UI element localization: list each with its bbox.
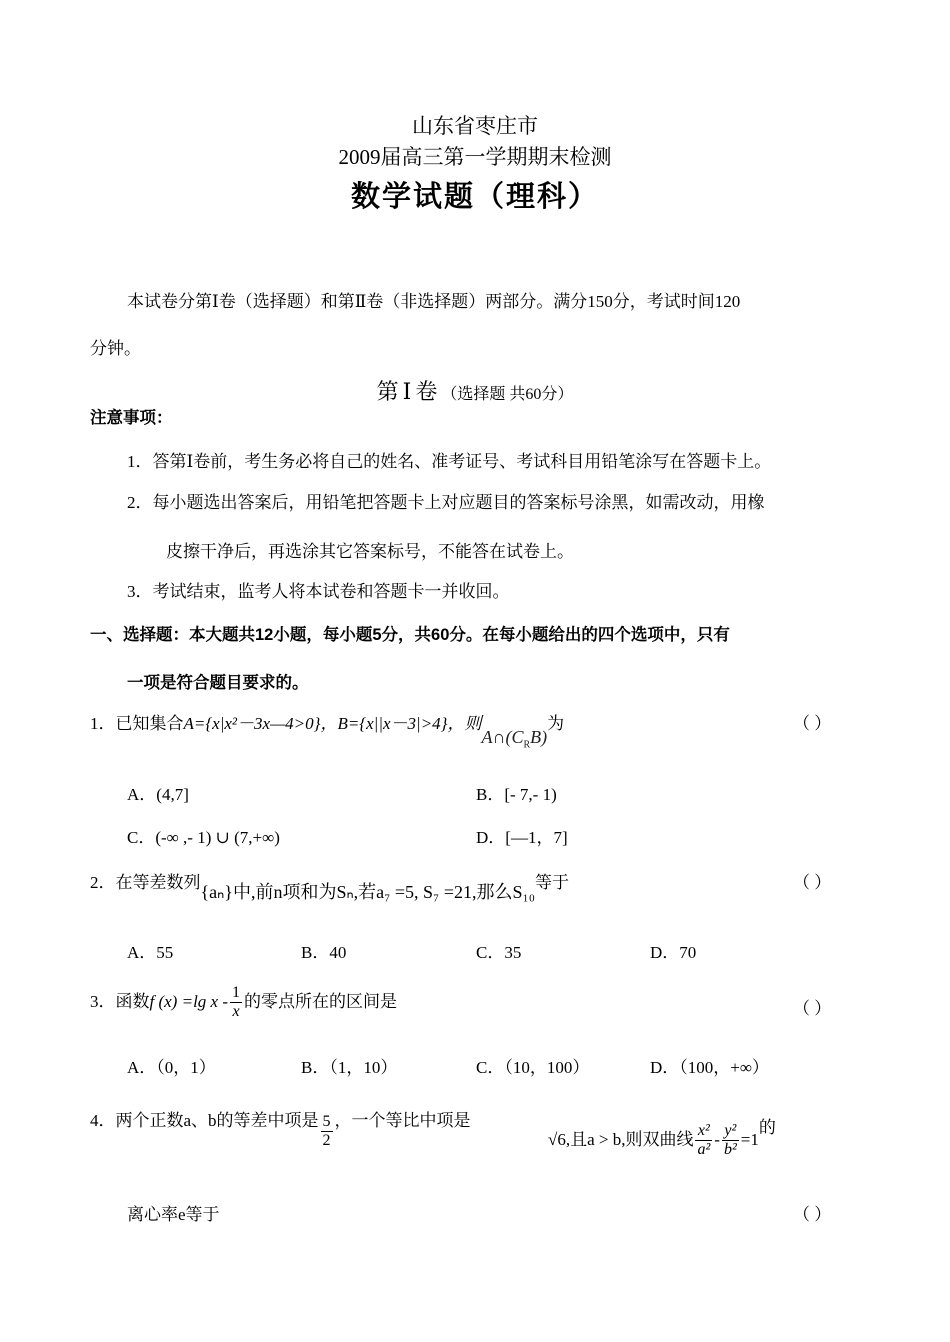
q3-option-b: B．（1，10） — [301, 1058, 398, 1077]
q4-answer-paren: （ ） — [793, 1205, 832, 1224]
q3-prefix: 3．函数 — [90, 991, 150, 1011]
part1-heading: 第Ⅰ卷 — [376, 379, 442, 404]
q2-option-b: B．40 — [301, 943, 347, 962]
q4-mid: ，一个等比中项是 — [334, 1110, 471, 1130]
q4-frac-num: 5 — [321, 1113, 333, 1132]
q4-minus: - — [714, 1129, 720, 1149]
q1-answer-paren: （ ） — [793, 714, 832, 733]
question-4-math — [548, 1110, 776, 1159]
question-1-stem — [90, 709, 565, 751]
page-title: 数学试题（理科） — [350, 181, 599, 213]
intro-line2: 分钟。 — [90, 339, 141, 358]
intro-line1: 本试卷分第Ⅰ卷（选择题）和第Ⅱ卷（非选择题）两部分。满分150分，考试时间120 — [127, 292, 741, 311]
q4-frac2-num: x² — [695, 1122, 712, 1141]
question-4-stem — [90, 1103, 471, 1150]
notice-item-3: 3．考试结束，监考人将本试卷和答题卡一并收回。 — [127, 582, 510, 601]
q2-math: {aₙ}中,前n项和为Sₙ,若a₇ =5, S₇ =21,那么S₁₀ — [200, 882, 536, 902]
notice-item-2: 2．每小题选出答案后，用铅笔把答题卡上对应题目的答案标号涂黑，如需改动，用橡 — [127, 493, 765, 512]
q1-sets: A={x|x²－3x—4>0}，B={x||x－3|>4}，则 — [183, 714, 482, 733]
q3-option-d: D．（100，+∞） — [650, 1058, 769, 1077]
q4-frac-y — [722, 1122, 739, 1160]
q4-math: √6,且a > b,则双曲线 — [548, 1129, 694, 1149]
q4-prefix: 4．两个正数a、b的等差中项是 — [90, 1110, 319, 1130]
notice-title: 注意事项： — [90, 409, 173, 427]
q4-frac2-den: a² — [697, 1141, 711, 1159]
q3-frac-num: 1 — [230, 984, 242, 1003]
part1-heading-row — [0, 375, 950, 406]
q1-prefix: 1．已知集合 — [90, 714, 184, 733]
q1-expr-end: B) — [530, 727, 548, 747]
question-3-stem — [90, 984, 397, 1022]
q1-option-c: C．(-∞ ,- 1) ∪ (7,+∞) — [127, 828, 280, 847]
q3-answer-paren: （ ） — [793, 999, 832, 1018]
q2-suffix: 等于 — [535, 873, 570, 892]
q4-line2: 离心率e等于 — [127, 1205, 220, 1224]
notice-item-2-cont: 皮擦干净后，再选涂其它答案标号，不能答在试卷上。 — [166, 542, 574, 561]
q4-eq: =1 — [740, 1129, 759, 1149]
q3-suffix: 的零点所在的区间是 — [244, 991, 397, 1011]
q1-option-a: A．(4,7] — [127, 785, 189, 804]
q1-option-b: B．[- 7,- 1) — [476, 785, 557, 804]
q3-option-a: A．（0，1） — [127, 1058, 216, 1077]
header-line2: 2009届高三第一学期期末检测 — [338, 145, 612, 169]
part1-heading-note: （选择题 共60分） — [441, 386, 574, 403]
q2-option-c: C．35 — [476, 943, 522, 962]
q4-frac3-den: b² — [723, 1141, 737, 1159]
notice-item-1: 1．答第Ⅰ卷前，考生务必将自己的姓名、准考证号、考试科目用铅笔涂写在答题卡上。 — [127, 452, 772, 471]
section1-line2: 一项是符合题目要求的。 — [127, 674, 309, 692]
q4-frac-x — [695, 1122, 712, 1160]
q4-suffix: 的 — [758, 1117, 776, 1137]
q4-frac-den: 2 — [322, 1132, 331, 1150]
q2-option-a: A．55 — [127, 943, 174, 962]
q1-option-d: D．[—1，7] — [476, 828, 568, 847]
q2-option-d: D．70 — [650, 943, 697, 962]
q1-expr-sub: R — [523, 739, 531, 751]
q4-fraction — [321, 1113, 333, 1151]
q2-answer-paren: （ ） — [793, 873, 832, 892]
q1-expr: A∩(C — [481, 727, 524, 747]
header-line1: 山东省枣庄市 — [412, 114, 538, 138]
q3-option-c: C．（10，100） — [476, 1058, 590, 1077]
q1-suffix: 为 — [547, 714, 565, 733]
q3-frac-den: x — [232, 1003, 240, 1021]
question-2-stem — [90, 868, 570, 902]
section1-line1: 一、选择题：本大题共12小题，每小题5分，共60分。在每小题给出的四个选项中，只有 — [90, 626, 730, 644]
q3-func: f (x) =lg x - — [149, 991, 228, 1011]
q4-frac3-num: y² — [722, 1122, 739, 1141]
q2-prefix: 2．在等差数列 — [90, 873, 201, 892]
q3-fraction — [230, 984, 242, 1022]
